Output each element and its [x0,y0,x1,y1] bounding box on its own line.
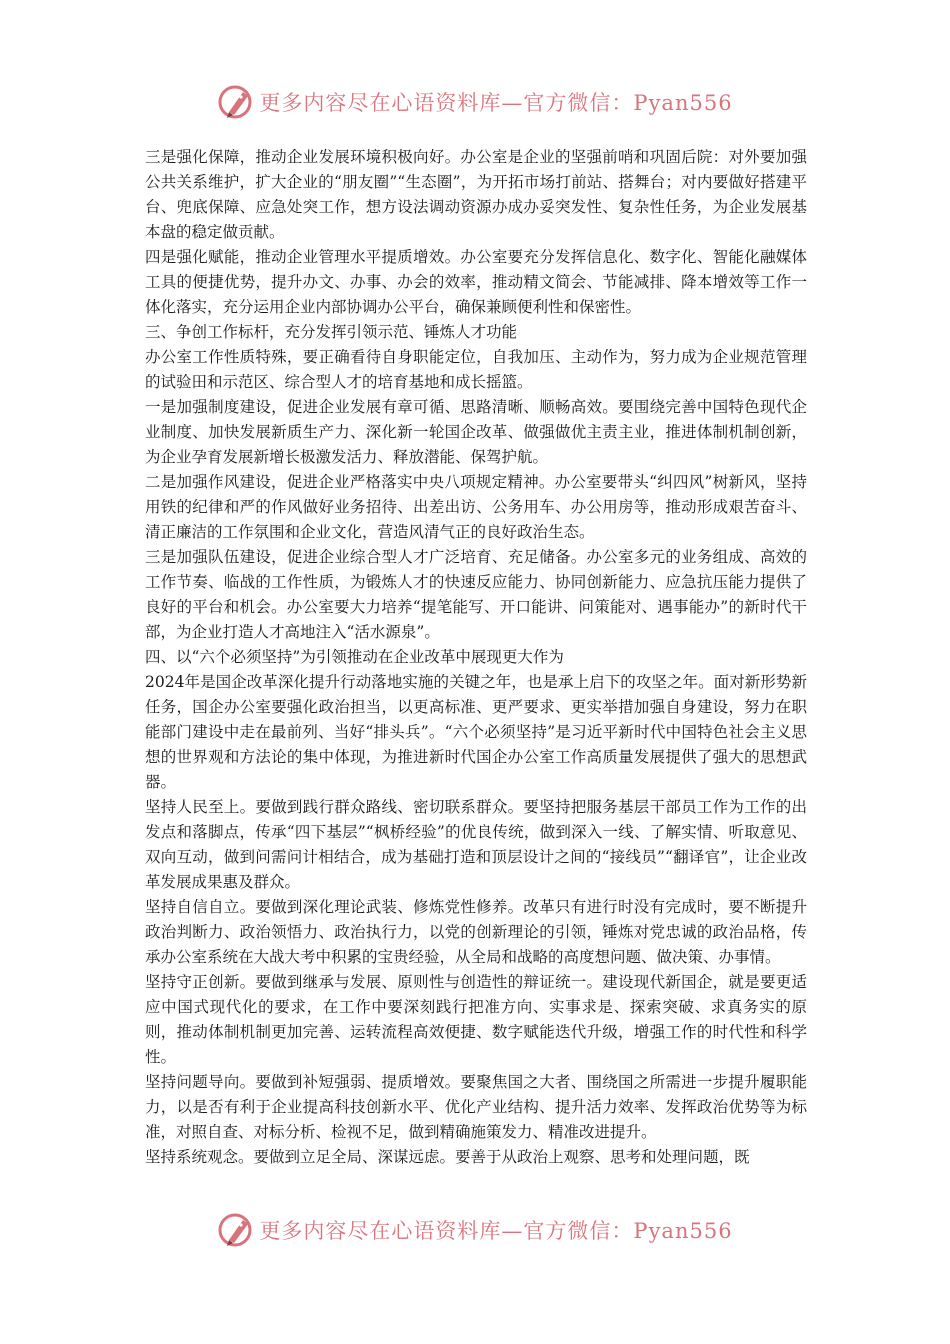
paragraph: 坚持人民至上。要做到践行群众路线、密切联系群众。要坚持把服务基层干部员工作为工作的出发点和落脚点，传承“四下基层”“枫桥经验”的优良传统，做到深入一线、了解实情、听取意见、双向互动，做到问需问计相结合，成为基础打造和顶层设计之间的“接线员”“翻译官”，让企业改革发展成果惠及群众。 [145,798,807,891]
paragraph: 四是强化赋能，推动企业管理水平提质增效。办公室要充分发挥信息化、数字化、智能化融媒体工具的便捷优势，提升办文、办事、办会的效率，推动精文简会、节能减排、降本增效等工作一体化落实，充分运用企业内部协调办公平台，确保兼顾便利性和保密性。 [145,248,807,316]
paragraph: 二是加强作风建设，促进企业严格落实中央八项规定精神。办公室要带头“纠四风”树新风，坚持用铁的纪律和严的作风做好业务招待、出差出访、公务用车、办公用房等，推动形成艰苦奋斗、清正廉洁的工作氛围和企业文化，营造风清气正的良好政治生态。 [145,473,807,541]
section-heading: 四、以“六个必须坚持”为引领推动在企业改革中展现更大作为 [145,648,564,666]
paragraph: 办公室工作性质特殊，要正确看待自身职能定位，自我加压、主动作为，努力成为企业规范管理的试验田和示范区、综合型人才的培育基地和成长摇篮。 [145,348,807,391]
paragraph: 三是加强队伍建设，促进企业综合型人才广泛培育、充足储备。办公室多元的业务组成、高效的工作节奏、临战的工作性质，为锻炼人才的快速反应能力、协同创新能力、应急抗压能力提供了良好的平台和机会。办公室要大力培养“提笔能写、开口能讲、问策能对、遇事能办”的新时代干部，为企业打造人才高地注入“活水源泉”。 [145,548,807,641]
banner-text: 更多内容尽在心语资料库—官方微信：Pyan556 [259,91,733,115]
paragraph: 坚持守正创新。要做到继承与发展、原则性与创造性的辩证统一。建设现代新国企，就是要更适应中国式现代化的要求，在工作中要深刻践行把准方向、实事求是、探索突破、求真务实的原则，推动体制机制更加完善、运转流程高效便捷、数字赋能迭代升级，增强工作的时代性和科学性。 [145,973,807,1066]
paragraph: 2024年是国企改革深化提升行动落地实施的关键之年，也是承上启下的攻坚之年。面对新形势新任务，国企办公室要强化政治担当，以更高标准、更严要求、更实举措加强自身建设，努力在职能部门建设中走在最前列、当好“排头兵”。“六个必须坚持”是习近平新时代中国特色社会主义思想的世界观和方法论的集中体现，为推进新时代国企办公室工作高质量发展提供了强大的思想武器。 [145,673,807,791]
paragraph: 一是加强制度建设，促进企业发展有章可循、思路清晰、顺畅高效。要围绕完善中国特色现代企业制度、加快发展新质生产力、深化新一轮国企改革、做强做优主责主业，推进体制机制创新，为企业孕育发展新增长极激发活力、释放潜能、保驾护航。 [145,398,807,466]
banner-text: 更多内容尽在心语资料库—官方微信：Pyan556 [259,1219,733,1243]
article-body [145,145,807,1170]
paragraph: 坚持自信自立。要做到深化理论武装、修炼党性修养。改革只有进行时没有完成时，要不断提升政治判断力、政治领悟力、政治执行力，以党的创新理论的引领，锤炼对党忠诚的政治品格，传承办公室系统在大战大考中积累的宝贵经验，从全局和战略的高度想问题、做决策、办事情。 [145,898,807,966]
section-heading: 三、争创工作标杆，充分发挥引领示范、锤炼人才功能 [145,323,518,341]
pen-nib-logo-icon [217,82,257,122]
footer-banner [0,1208,950,1252]
paragraph: 坚持问题导向。要做到补短强弱、提质增效。要聚焦国之大者、围绕国之所需进一步提升履职能力，以是否有利于企业提高科技创新水平、优化产业结构、提升活力效率、发挥政治优势等为标准，对照自查、对标分析、检视不足，做到精确施策发力、精准改进提升。 [145,1073,807,1141]
paragraph: 三是强化保障，推动企业发展环境积极向好。办公室是企业的坚强前哨和巩固后院：对外要加强公共关系维护，扩大企业的“朋友圈”“生态圈”，为开拓市场打前站、搭舞台；对内要做好搭建平台、兜底保障、应急处突工作，想方设法调动资源办成办妥突发性、复杂性任务，为企业发展基本盘的稳定做贡献。 [145,148,807,241]
pen-nib-logo-icon [217,1210,257,1250]
header-banner [0,80,950,124]
paragraph: 坚持系统观念。要做到立足全局、深谋远虑。要善于从政治上观察、思考和处理问题，既 [145,1148,750,1166]
